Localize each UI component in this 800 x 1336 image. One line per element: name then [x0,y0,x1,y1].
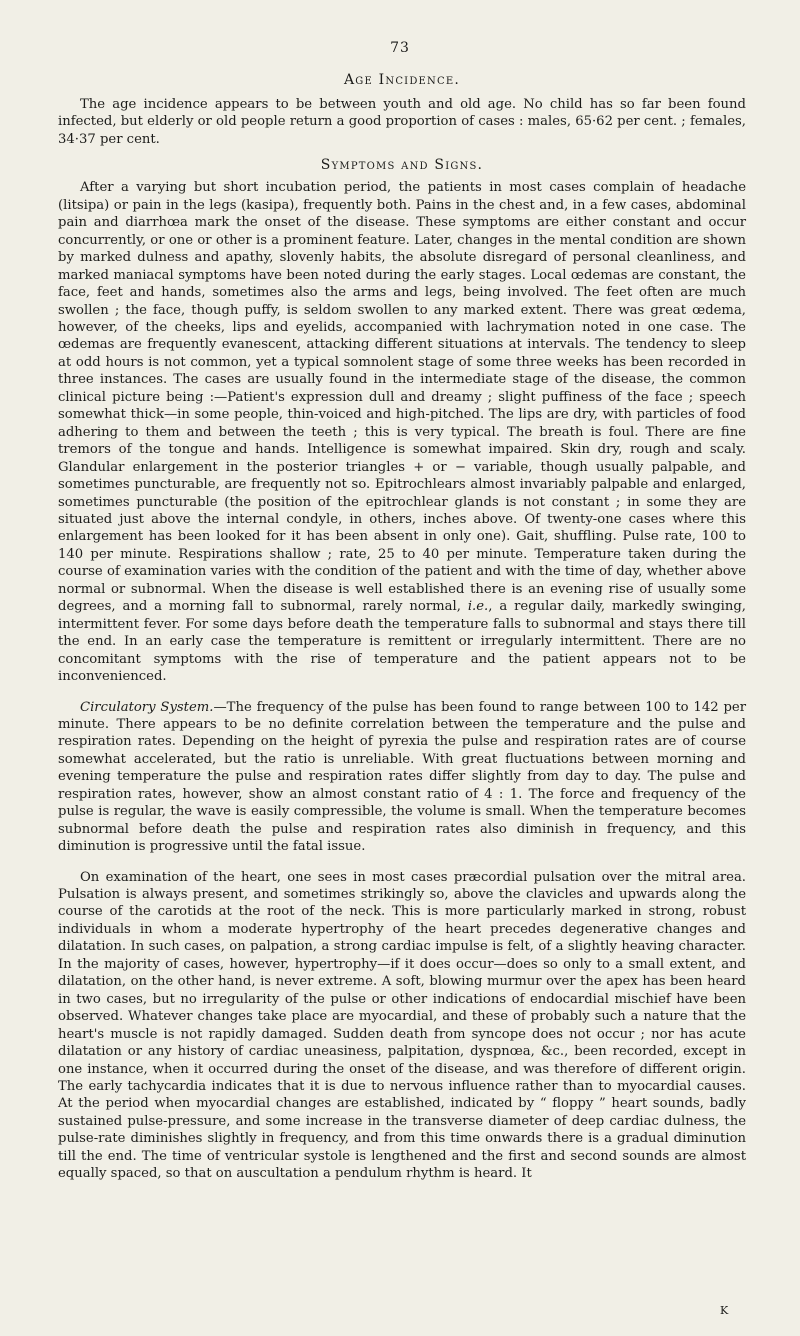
signature-mark: K [720,1304,729,1317]
page-number: 73 [390,40,410,56]
paragraph-symptoms-part-b: , a regular daily, markedly swinging, intermittent fever. For some days before death the temperature falls to subnormal and stays there till the end. In an early case the temperature is remittent or irregularly intermittent. There are no concomitant symptoms with the rise of temperature and the patient appears not to be inconvenienced. [58,599,747,685]
paragraph-circulatory-body: —The frequency of the pulse has been found to range between 100 to 142 per minute. There appears to be no definite correlation between the temperature and the pulse and respiration rates. Depending on the height of pyrexia the pulse and respiration rates are of course somewhat accelerated, but the ratio is unreliable. With great fluctuations between morning and evening temperature the pulse and respiration rates differ slightly from day to day. The pulse and respiration rates, however, show an almost constant ratio of 4 : 1. The force and frequency of the pulse is regular, the wave is easily compressible, the volume is small. When the temperature becomes subnormal before death the pulse and respiration rates also diminish in frequency, and this diminution is progressive until the fatal issue. [58,699,746,855]
heading-age-incidence: Age Incidence. [344,72,460,88]
heading-symptoms-and-signs: Symptoms and Signs. [320,157,484,174]
paragraph-circulatory-system [58,699,746,856]
abbreviation-ie: i.e. [467,599,489,615]
paragraph-age-incidence: The age incidence appears to be between youth and old age. No child has so far been found infected, but elderly or old people return a good proportion of cases : males, 65·62 per cent. ; females, 34·37 per cent. [58,97,746,147]
paragraph-symptoms-part-a: After a varying but short incubation period, the patients in most cases complain of headache (litsipa) or pain in the legs (kasipa), frequently both. Pains in the chest and, in a few cases, abdominal pain and diarrhœa mark the onset of the disease. These symptoms are either constant and occur concurrently, or one or other is a prominent feature. Later, changes in the mental condition are shown by marked dulness and apathy, slovenly habits, the absolute disregard of personal cleanliness, and marked maniacal symptoms have been noted during the early stages. Local œdemas are constant, the face, feet and hands, sometimes also the arms and legs, being involved. The feet often are much swollen ; the face, though puffy, is seldom swollen to any marked extent. There was great œdema, however, of the cheeks, lips and eyelids, accompanied with lachrymation noted in one case. The œdemas are frequently evanescent, attacking different situations at intervals. The tendency to sleep at odd hours is not common, yet a typical somnolent stage of some three weeks has been recorded in three instances. The cases are usually found in the intermediate stage of the disease, the common clinical picture being :—Patient's expression dull and dreamy ; slight puffiness of the face ; speech somewhat thick—in some people, thin-voiced and high-pitched. The lips are dry, with particles of food adhering to them and between the teeth ; this is very typical. The breath is foul. There are fine tremors of the tongue and hands. Intelligence is somewhat impaired. Skin dry, rough and scaly. Glandular enlargement in the posterior triangles + or − variable, though usually palpable, and sometimes puncturable, are frequently not so. Epitrochlears almost invariably palpable and enlarged, sometimes puncturable (the position of the epitrochlear glands is not constant ; in some they are situated just above the internal condyle, in others, inches above. Of twenty-one cases where this enlargement has been looked for it has been absent in only one). Gait, shuffling. Pulse rate, 100 to 140 per minute. Respirations shallow ; rate, 25 to 40 per minute. Temperature taken during the course of examination varies with the condition of the patient and with the time of day, whether above normal or subnormal. When the disease is well established there is an evening rise of usually some degrees, and a morning fall to subnormal, rarely normal, [58,180,746,615]
paragraph-heart-examination: On examination of the heart, one sees in most cases præcordial pulsation over the mitral area. Pulsation is always present, and sometimes strikingly so, above the clavicles and upwards along the course of the carotids at the root of the neck. This is more particularly marked in strong, robust individuals in whom a moderate hypertrophy of the heart precedes degenerative changes and dilatation. In such cases, on palpation, a strong cardiac impulse is felt, of a slightly heaving character. In the majority of cases, however, hypertrophy—if it does occur—does so only to a small extent, and dilatation, on the other hand, is never extreme. A soft, blowing murmur over the apex has been heard in two cases, but no irregularity of the pulse or other indications of endocardial mischief have been observed. Whatever changes take place are myocardial, and these of probably such a nature that the heart's muscle is not rapidly damaged. Sudden death from syncope does not occur ; nor has acute dilatation or any history of cardiac uneasiness, palpitation, dyspnœa, &c., been recorded, except in one instance, when it occurred during the onset of the disease, and was therefore of different origin. The early tachycardia indicates that it is due to nervous influence rather than to myocardial causes. At the period when myocardial changes are established, indicated by “ floppy ” heart sounds, badly sustained pulse-pressure, and some increase in the transverse diameter of deep cardiac dulness, the pulse-rate diminishes slightly in frequency, and from this time onwards there is a gradual diminution till the end. The time of ventricular systole is lengthened and the first and second sounds are almost equally spaced, so that on auscultation a pendulum rhythm is heard. It [58,869,746,1182]
paragraph-symptoms [58,179,746,685]
subheading-circulatory-system: Circulatory System. [80,699,214,715]
